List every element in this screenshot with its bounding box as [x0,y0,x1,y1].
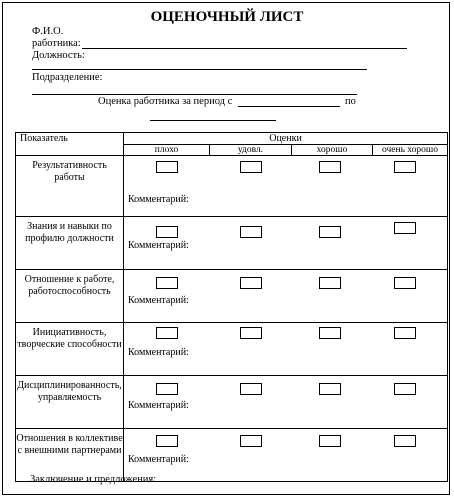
employee-label: работника: [32,38,81,49]
form-title: ОЦЕНОЧНЫЙ ЛИСТ [150,9,304,25]
rating-checkbox-bad[interactable] [156,435,178,447]
period-from-line[interactable] [238,106,340,107]
rating-checkbox-good[interactable] [319,327,341,339]
rating-checkbox-bad[interactable] [156,277,178,289]
rating-checkbox-bad[interactable] [156,383,178,395]
rating-checkbox-satisfactory[interactable] [240,161,262,173]
position-label: Должность: [32,50,85,61]
rating-checkbox-satisfactory[interactable] [240,327,262,339]
rating-area [124,376,448,429]
rating-checkbox-very-good[interactable] [394,161,416,173]
comment-label: Комментарий: [128,194,189,205]
rating-checkbox-very-good[interactable] [394,222,416,234]
table-row [16,156,448,217]
rating-area [124,217,448,270]
period-to-line[interactable] [150,120,276,121]
comment-label: Комментарий: [128,454,189,465]
row-label: Отношения в коллективе с внешними партнерами [16,429,124,482]
row-label: Знания и навыки по профилю должности [16,217,124,270]
table-row [16,323,448,376]
col-ratings-header: Оценки [124,133,448,145]
comment-label: Комментарий: [128,347,189,358]
row-label: Отношение к работе, работоспособность [16,270,124,323]
rating-checkbox-very-good[interactable] [394,435,416,447]
rating-checkbox-very-good[interactable] [394,277,416,289]
rating-area [124,429,448,482]
rating-checkbox-good[interactable] [319,435,341,447]
fio-label: Ф.И.О. [32,26,64,37]
rating-checkbox-very-good[interactable] [394,327,416,339]
rating-checkbox-bad[interactable] [156,226,178,238]
comment-label: Комментарий: [128,240,189,251]
row-label: Инициативность, творческие способности [16,323,124,376]
rating-checkbox-very-good[interactable] [394,383,416,395]
period-label: Оценка работника за период с [98,96,233,107]
rating-header-bad: плохо [124,145,210,156]
position-input-line[interactable] [32,69,367,70]
rating-area [124,270,448,323]
department-label: Подразделение: [32,72,103,83]
comment-label: Комментарий: [128,400,189,411]
rating-checkbox-good[interactable] [319,277,341,289]
row-label: Результативность работы [16,156,124,217]
row-label: Дисциплинированность, управляемость [16,376,124,429]
rating-checkbox-satisfactory[interactable] [240,226,262,238]
department-input-line[interactable] [32,94,357,95]
rating-checkbox-good[interactable] [319,383,341,395]
rating-checkbox-bad[interactable] [156,327,178,339]
rating-header-good: хорошо [292,145,373,156]
comment-label: Комментарий: [128,295,189,306]
rating-checkbox-good[interactable] [319,161,341,173]
evaluation-table [15,132,448,482]
col-indicator-header: Показатель [16,133,124,156]
fio-input-line[interactable] [82,48,407,49]
rating-checkbox-good[interactable] [319,226,341,238]
table-row [16,376,448,429]
rating-header-very-good: очень хорошо [373,145,448,156]
rating-checkbox-satisfactory[interactable] [240,277,262,289]
rating-header-satisfactory: удовл. [210,145,292,156]
table-row [16,270,448,323]
table-row [16,217,448,270]
period-to-label: по [345,96,356,107]
rating-checkbox-satisfactory[interactable] [240,435,262,447]
conclusion-label: Заключение и предложения: [30,474,157,485]
rating-area [124,323,448,376]
rating-area [124,156,448,217]
rating-checkbox-satisfactory[interactable] [240,383,262,395]
rating-checkbox-bad[interactable] [156,161,178,173]
